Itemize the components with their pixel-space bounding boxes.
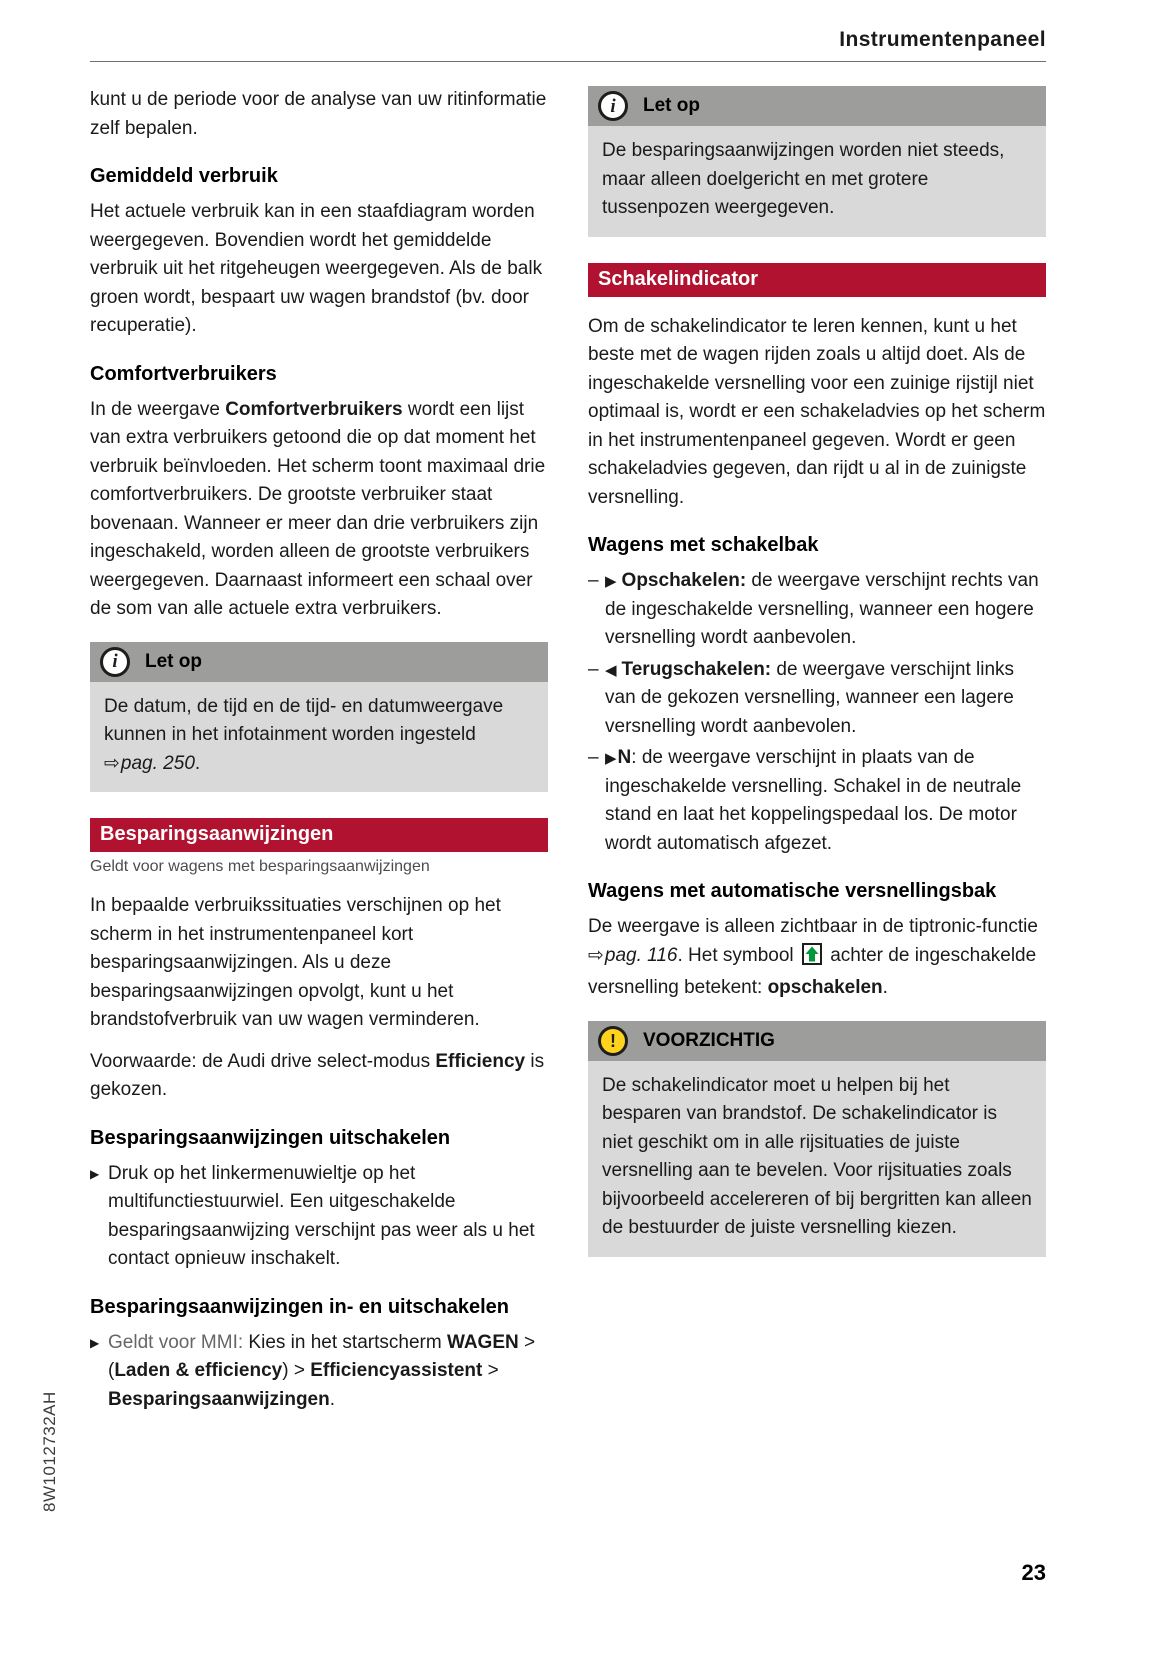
bullet-icon: ▶ — [90, 1166, 100, 1181]
paragraph-schakelindicator: Om de schakelindicator te leren kennen, kunt u het beste met de wagen rijden zoals u altijd doet. Als de ingeschakelde versnelling voor een zuinige rijstijl niet optimaal is, wordt er een schakeladvies op het scherm in het instrumentenpaneel gegeven. Wordt er geen schakeladvies gegeven, dan rijdt u al in de zuinigste versnelling. — [588, 315, 1046, 508]
note-box-letop-left — [90, 642, 548, 793]
text-segment: In de weergave — [90, 398, 226, 420]
term-label: Terugschakelen: — [621, 658, 772, 680]
paragraph-voorwaarde — [90, 1048, 548, 1105]
paragraph-comfortverbruikers — [90, 396, 548, 624]
text-segment: Kies in het startscherm — [248, 1331, 447, 1353]
heading-in-en-uitschakelen: Besparingsaanwijzingen in- en uitschakelen — [90, 1295, 509, 1318]
list-item-terugschakelen — [588, 656, 1046, 742]
paragraph-tiptronic — [588, 913, 1046, 1003]
paragraph-besparingsaanwijzingen: In bepaalde verbruikssituaties verschijnen op het scherm in het instrumentenpaneel kort besparingsaanwijzingen. Als u deze besparingsaanwijzingen opvolgt, kunt u het brandstofverbruik van uw wagen verminderen. — [90, 895, 501, 1030]
bullet-icon: ▶ — [90, 1335, 100, 1350]
text-segment: : de weergave verschijnt in plaats van de ingeschakelde versnelling. Schakel in de neutrale stand en laat het koppelingspedaal los. De motor wordt automatisch afgezet. — [605, 747, 1022, 854]
note-title: Let op — [145, 650, 202, 672]
spine-code: 8W1012732AH — [40, 1391, 59, 1512]
intro-paragraph: kunt u de periode voor de analyse van uw ritinformatie zelf bepalen. — [90, 89, 547, 139]
chapter-title: Instrumentenpaneel — [839, 28, 1046, 51]
text-segment-bold: Efficiency — [435, 1050, 526, 1072]
header-rule — [90, 61, 1046, 62]
right-column — [588, 86, 1046, 1283]
upshift-arrow-icon: ▶ — [605, 573, 617, 590]
heading-automatische-versnellingsbak: Wagens met automatische versnellingsbak — [588, 880, 997, 902]
menu-item-efficiencyassistent: Efficiencyassistent — [310, 1360, 483, 1381]
upshift-symbol-icon — [802, 943, 822, 975]
step-text — [108, 1329, 548, 1415]
heading-uitschakelen: Besparingsaanwijzingen uitschakelen — [90, 1126, 451, 1149]
xref-arrow-icon: ⇨ — [588, 944, 604, 966]
caution-header — [588, 1021, 1046, 1061]
menu-item-laden-efficiency: Laden & efficiency — [114, 1360, 283, 1381]
menu-item-besparingsaanwijzingen: Besparingsaanwijzingen — [108, 1388, 330, 1410]
text-segment-bold: Comfortverbruikers — [225, 398, 403, 420]
menu-item-wagen: WAGEN — [446, 1331, 519, 1353]
info-icon — [598, 91, 628, 121]
scope-label: Geldt voor MMI: — [108, 1331, 249, 1353]
info-icon-glyph: i — [112, 651, 118, 672]
section-title: Schakelindicator — [598, 267, 759, 290]
caution-body: De schakelindicator moet u helpen bij het besparen van brandstof. De schakelindicator is niet geschikt om in alle rijsituaties de juiste versnelling aan te bevelen. Voor rijsituaties zoals bijvoorbeeld accelereren of bij bergritten kan alleen de bestuurder de juiste versnelling kiezen. — [588, 1061, 1046, 1257]
caution-icon-glyph: ! — [610, 1030, 616, 1051]
term-label: N — [617, 747, 632, 768]
downshift-arrow-icon: ◀ — [605, 661, 617, 679]
instruction-step — [90, 1329, 548, 1415]
text-segment: achter de ingeschakelde versnelling betekent: — [588, 944, 1037, 998]
text-segment: . Het symbool — [677, 944, 799, 966]
note-body — [90, 682, 548, 793]
step-text: Druk op het linkermenuwieltje op het multifunctiestuurwiel. Een uitgeschakelde besparingsaanwijzing verschijnt pas weer als u het contact opnieuw inschakelt. — [108, 1162, 535, 1269]
list-item-text — [605, 744, 1046, 858]
heading-wagens-met-schakelbak: Wagens met schakelbak — [588, 534, 819, 556]
heading-comfortverbruikers: Comfortverbruikers — [90, 362, 277, 385]
info-icon — [100, 647, 130, 677]
list-item-opschakelen — [588, 567, 1046, 653]
text-segment: . — [194, 752, 201, 774]
list-item-text — [605, 656, 1046, 742]
text-segment: Voorwaarde: de Audi drive select-modus — [90, 1050, 436, 1072]
caution-box — [588, 1021, 1046, 1257]
shift-indicator-list — [588, 567, 1046, 858]
list-item-neutraal — [588, 744, 1046, 858]
text-segment: wordt een lijst van extra verbruikers getoond die op dat moment het verbruik beïnvloeden. Het scherm toont maximaal drie comfortverbruikers. De grootste verbruiker staat bovenaan. Wanneer er meer dan drie verbruikers zijn ingeschakeld, worden alleen de grootste verbruikers weergegeven. Daarnaast informeert een schaal over de som van alle actuele extra verbruikers. — [90, 398, 546, 619]
heading-gemiddeld-verbruik: Gemiddeld verbruik — [90, 165, 278, 187]
upshift-symbol-svg — [802, 943, 822, 965]
xref-arrow-icon: ⇨ — [104, 752, 120, 774]
neutral-arrow-icon: ▶ — [605, 750, 617, 767]
page-reference: pag. 250 — [120, 752, 195, 774]
text-segment-bold: opschakelen — [767, 977, 883, 998]
instruction-step — [90, 1160, 548, 1274]
text-segment: De weergave is alleen zichtbaar in de tiptronic-functie — [588, 916, 1038, 937]
text-segment: de weergave verschijnt rechts van de ingeschakelde versnelling, wanneer een hogere versnelling wordt aanbevolen. — [605, 570, 1039, 648]
section-header-besparingsaanwijzingen — [90, 818, 548, 852]
left-column — [90, 86, 548, 1430]
text-segment: > — [482, 1360, 499, 1381]
caution-icon — [598, 1026, 628, 1056]
text-segment: is gekozen. — [90, 1050, 545, 1100]
note-title: Let op — [643, 95, 700, 116]
section-header-schakelindicator — [588, 263, 1046, 297]
page-number: 23 — [1021, 1560, 1046, 1585]
text-segment: De datum, de tijd en de tijd- en datumweergave kunnen in het infotainment worden ingesteld — [104, 695, 504, 745]
note-body: De besparingsaanwijzingen worden niet steeds, maar alleen doelgericht en met grotere tussenpozen weergegeven. — [588, 126, 1046, 237]
caution-title: VOORZICHTIG — [643, 1029, 775, 1051]
paragraph-gemiddeld-verbruik: Het actuele verbruik kan in een staafdiagram worden weergegeven. Bovendien wordt het gemiddelde verbruik uit het ritgeheugen weergegeven. Als de balk groen wordt, bespaart uw wagen brandstof (bv. door recuperatie). — [90, 201, 543, 336]
note-header — [588, 86, 1046, 126]
text-segment: > ( — [108, 1331, 536, 1381]
section-title: Besparingsaanwijzingen — [100, 823, 334, 845]
dash-icon: – — [588, 658, 599, 680]
info-icon-glyph: i — [610, 95, 616, 117]
dash-icon: – — [588, 747, 599, 768]
text-segment: ) > — [282, 1360, 311, 1381]
text-segment: . — [329, 1388, 336, 1410]
applicability-note: Geldt voor wagens met besparingsaanwijzingen — [90, 858, 430, 875]
text-segment: . — [882, 977, 888, 998]
page-reference: pag. 116 — [604, 944, 678, 966]
note-box-letop-right — [588, 86, 1046, 237]
dash-icon: – — [588, 570, 599, 591]
note-header — [90, 642, 548, 682]
text-segment: de weergave verschijnt links van de gekozen versnelling, wanneer een lagere versnelling wordt aanbevolen. — [605, 658, 1015, 737]
list-item-text — [605, 567, 1046, 653]
term-label: Opschakelen: — [621, 570, 747, 591]
